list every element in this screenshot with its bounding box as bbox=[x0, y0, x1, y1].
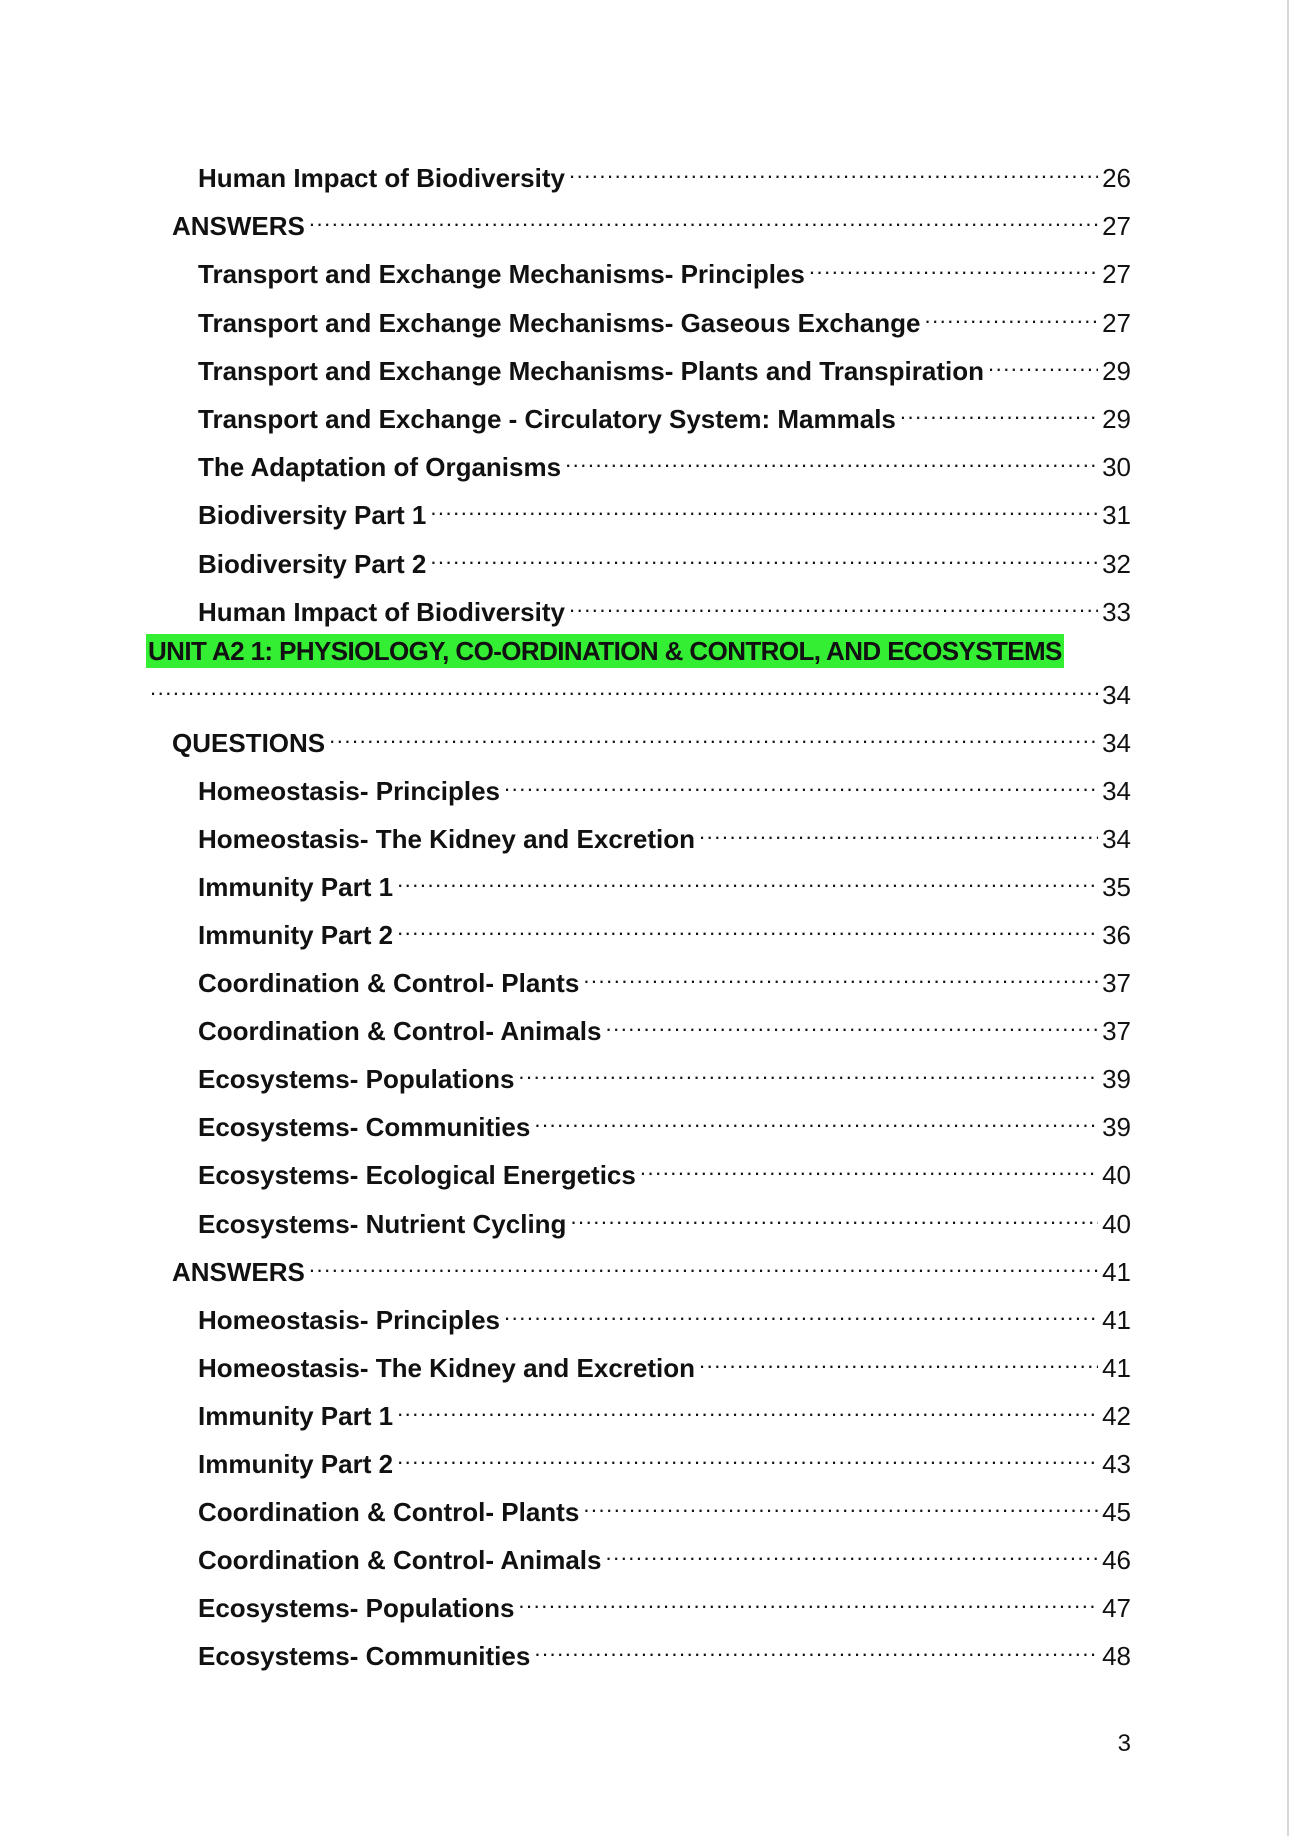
dot-leader bbox=[397, 1439, 1098, 1473]
toc-entry[interactable] bbox=[198, 1199, 1131, 1241]
dot-leader bbox=[583, 958, 1098, 992]
toc-entry-title: Ecosystems- Communities bbox=[198, 1112, 531, 1143]
toc-entry-title: Coordination & Control- Animals bbox=[198, 1544, 602, 1575]
toc-entry-title: Immunity Part 1 bbox=[198, 1400, 394, 1431]
toc-entry-page-number: 27 bbox=[1102, 211, 1131, 242]
toc-entry-page-number: 33 bbox=[1102, 596, 1131, 627]
toc-entry-page-number: 41 bbox=[1102, 1304, 1131, 1335]
toc-entry-title: Homeostasis- The Kidney and Excretion bbox=[198, 1352, 696, 1383]
toc-entry-title: The Adaptation of Organisms bbox=[198, 452, 562, 483]
dot-leader bbox=[397, 1391, 1098, 1425]
toc-entry-title: Immunity Part 1 bbox=[198, 872, 394, 903]
toc-entry-title: Ecosystems- Populations bbox=[198, 1064, 515, 1095]
dot-leader bbox=[699, 814, 1098, 848]
dot-leader bbox=[583, 1487, 1098, 1521]
toc-entry[interactable] bbox=[198, 153, 1131, 195]
toc-entry[interactable] bbox=[172, 1247, 1131, 1289]
toc-entry[interactable] bbox=[172, 201, 1131, 243]
dot-leader bbox=[565, 442, 1098, 476]
toc-entry[interactable] bbox=[198, 1487, 1131, 1529]
toc-entry-page-number: 43 bbox=[1102, 1448, 1131, 1479]
dot-leader bbox=[534, 1631, 1098, 1665]
toc-entry-page-number: 37 bbox=[1102, 1016, 1131, 1047]
toc-entry-page-number: 47 bbox=[1102, 1592, 1131, 1623]
toc-entry[interactable] bbox=[172, 718, 1131, 760]
toc-entry[interactable] bbox=[198, 766, 1131, 808]
toc-entry-page-number: 40 bbox=[1102, 1160, 1131, 1191]
toc-entry-title: Human Impact of Biodiversity bbox=[198, 163, 565, 193]
toc-entry-title: Ecosystems- Nutrient Cycling bbox=[198, 1208, 567, 1239]
footer-page-number: 3 bbox=[1117, 1730, 1131, 1757]
toc-entry-title: Transport and Exchange Mechanisms- Gaseous Exchange bbox=[198, 307, 921, 338]
toc-entry-title: Transport and Exchange - Circulatory System: Mammals bbox=[198, 404, 896, 434]
toc-entry[interactable] bbox=[198, 1054, 1131, 1096]
dot-leader bbox=[569, 587, 1098, 621]
toc-entry[interactable] bbox=[198, 1583, 1131, 1625]
dot-leader bbox=[309, 201, 1098, 235]
dot-leader bbox=[309, 1247, 1098, 1281]
toc-entry-title: Transport and Exchange Mechanisms- Principles bbox=[198, 259, 805, 290]
dot-leader bbox=[504, 766, 1098, 800]
toc-entry-page-number: 34 bbox=[1102, 776, 1131, 807]
toc-entry-page-number: 36 bbox=[1102, 920, 1131, 951]
dot-leader bbox=[699, 1343, 1098, 1377]
toc-entry-title: Coordination & Control- Animals bbox=[198, 1016, 602, 1047]
dot-leader bbox=[430, 490, 1098, 524]
unit-heading-leader-row bbox=[150, 670, 1131, 712]
toc-entry-title: Ecosystems- Populations bbox=[198, 1592, 515, 1623]
dot-leader bbox=[397, 862, 1098, 896]
toc-entry-title: Ecosystems- Ecological Energetics bbox=[198, 1160, 636, 1191]
dot-leader bbox=[605, 1535, 1098, 1569]
toc-entry-title: ANSWERS bbox=[172, 1256, 305, 1287]
toc-entry-page-number: 27 bbox=[1102, 259, 1131, 290]
toc-entry[interactable] bbox=[198, 958, 1131, 1000]
dot-leader bbox=[809, 249, 1098, 283]
toc-entry[interactable] bbox=[198, 539, 1131, 581]
toc-entry-page-number: 37 bbox=[1102, 968, 1131, 999]
toc-entry-page-number: 34 bbox=[1102, 728, 1131, 758]
toc-entry-page-number: 32 bbox=[1102, 548, 1131, 579]
dot-leader bbox=[569, 153, 1098, 187]
toc-entry[interactable] bbox=[198, 862, 1131, 904]
toc-entry[interactable] bbox=[198, 1102, 1131, 1144]
toc-entry-page-number: 31 bbox=[1102, 500, 1131, 531]
toc-entry-title: Coordination & Control- Plants bbox=[198, 968, 580, 999]
unit-page-number: 34 bbox=[1102, 680, 1131, 710]
toc-entry-page-number: 26 bbox=[1102, 163, 1131, 193]
toc-entry[interactable] bbox=[198, 1631, 1131, 1673]
dot-leader bbox=[924, 298, 1098, 332]
toc-entry-page-number: 29 bbox=[1102, 355, 1131, 386]
toc-entry[interactable] bbox=[198, 249, 1131, 291]
toc-entry[interactable] bbox=[198, 442, 1131, 484]
toc-entry-page-number: 27 bbox=[1102, 307, 1131, 338]
toc-entry-page-number: 45 bbox=[1102, 1496, 1131, 1527]
toc-entry-page-number: 42 bbox=[1102, 1400, 1131, 1431]
dot-leader bbox=[329, 718, 1098, 752]
toc-entry[interactable] bbox=[198, 1150, 1131, 1192]
toc-entry-page-number: 40 bbox=[1102, 1208, 1131, 1239]
toc-entry-title: Ecosystems- Communities bbox=[198, 1640, 531, 1671]
toc-entry[interactable] bbox=[198, 587, 1131, 629]
toc-entry[interactable] bbox=[198, 1343, 1131, 1385]
toc-entry[interactable] bbox=[198, 1295, 1131, 1337]
toc-entry[interactable] bbox=[198, 346, 1131, 388]
dot-leader bbox=[570, 1199, 1098, 1233]
toc-entry[interactable] bbox=[198, 1391, 1131, 1433]
toc-entry-title: Biodiversity Part 1 bbox=[198, 500, 427, 531]
toc-entry[interactable] bbox=[198, 1535, 1131, 1577]
toc-entry-title: Immunity Part 2 bbox=[198, 1448, 394, 1479]
toc-entry[interactable] bbox=[198, 910, 1131, 952]
dot-leader bbox=[900, 394, 1098, 428]
toc-entry[interactable] bbox=[198, 298, 1131, 340]
dot-leader bbox=[504, 1295, 1098, 1329]
toc-entry-page-number: 39 bbox=[1102, 1064, 1131, 1095]
dot-leader bbox=[534, 1102, 1098, 1136]
toc-entry-title: Coordination & Control- Plants bbox=[198, 1496, 580, 1527]
toc-entry-page-number: 30 bbox=[1102, 452, 1131, 483]
toc-entry-title: Homeostasis- Principles bbox=[198, 1304, 500, 1335]
toc-entry-page-number: 39 bbox=[1102, 1112, 1131, 1143]
toc-entry-title: Human Impact of Biodiversity bbox=[198, 596, 565, 627]
toc-entry-page-number: 34 bbox=[1102, 824, 1131, 855]
toc-entry[interactable] bbox=[198, 814, 1131, 856]
toc-entry-page-number: 46 bbox=[1102, 1544, 1131, 1575]
toc-entry-title: Biodiversity Part 2 bbox=[198, 548, 427, 579]
toc-entry-page-number: 48 bbox=[1102, 1640, 1131, 1671]
toc-entry-title: Homeostasis- Principles bbox=[198, 776, 500, 807]
dot-leader bbox=[988, 346, 1098, 380]
toc-entry[interactable] bbox=[198, 1439, 1131, 1481]
toc-entry-title: Immunity Part 2 bbox=[198, 920, 394, 951]
toc-entry-page-number: 41 bbox=[1102, 1352, 1131, 1383]
toc-entry[interactable] bbox=[198, 490, 1131, 532]
toc-entry-title: Transport and Exchange Mechanisms- Plants and Transpiration bbox=[198, 355, 984, 386]
dot-leader bbox=[605, 1006, 1098, 1040]
dot-leader bbox=[150, 670, 1098, 704]
toc-entry-page-number: 35 bbox=[1102, 872, 1131, 903]
dot-leader bbox=[640, 1150, 1098, 1184]
toc-entry[interactable] bbox=[198, 394, 1131, 436]
toc-entry-title: Homeostasis- The Kidney and Excretion bbox=[198, 824, 696, 855]
toc-entry[interactable] bbox=[198, 1006, 1131, 1048]
toc-entry-title: QUESTIONS bbox=[172, 728, 326, 758]
toc-entry-page-number: 41 bbox=[1102, 1256, 1131, 1287]
dot-leader bbox=[518, 1054, 1098, 1088]
dot-leader bbox=[397, 910, 1098, 944]
dot-leader bbox=[518, 1583, 1098, 1617]
toc-entry-title: ANSWERS bbox=[172, 211, 305, 242]
dot-leader bbox=[430, 539, 1098, 573]
unit-heading[interactable]: UNIT A2 1: PHYSIOLOGY, CO-ORDINATION & CONTROL, AND ECOSYSTEMS bbox=[148, 636, 1062, 666]
toc-entry-page-number: 29 bbox=[1102, 404, 1131, 434]
